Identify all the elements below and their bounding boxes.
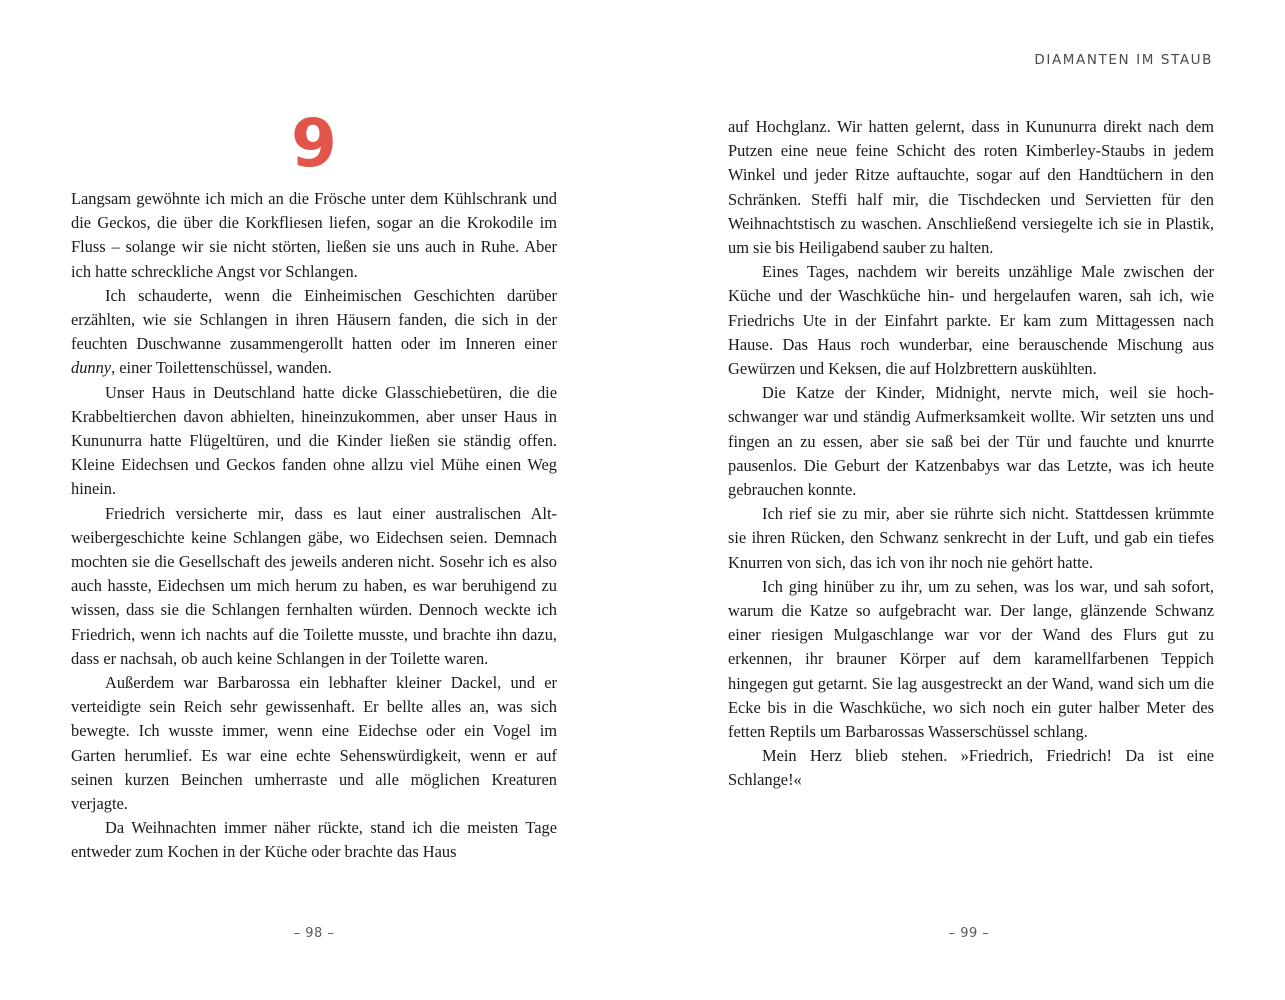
chapter-number: 9 bbox=[291, 105, 337, 182]
right-page bbox=[642, 0, 1285, 1000]
paragraph: Ich schauderte, wenn die Einheimischen Geschichten darüber erzählten, wie sie Schlangen in ihren Häusern fanden, die sich in der feuchten Duschwanne zusammengerollt hatten oder im Inneren einer dunny, einer Toilettenschüssel, wanden. bbox=[71, 285, 557, 378]
paragraph: Außerdem war Barbarossa ein lebhafter kleiner Dackel, und er verteidigte sein Reich sehr gewissenhaft. Er bellte alles an, was sich bewegte. Ich wusste immer, wenn eine Eidechse oder ein Vogel im Garten herumlief. Es war eine echte Sehenswürdigkeit, wenn er auf seinen kurzen Beinchen umherraste und alle möglichen Kreaturen verjagte. bbox=[71, 673, 557, 814]
right-page-text bbox=[728, 115, 1214, 793]
paragraph: Die Katze der Kinder, Midnight, nervte mich, weil sie hochschwanger war und ständig Aufmerksamkeit wollte. Wir setzten uns und fingen an zu essen, aber sie saß bei der Tür und fauchte und knurrte pausenlos. Die Geburt der Katzenbabys war das Letzte, was ich heute gebrauchen konnte. bbox=[728, 383, 1214, 500]
running-head: DIAMANTEN IM STAUB bbox=[1034, 52, 1213, 68]
paragraph: auf Hochglanz. Wir hatten gelernt, dass in Kununurra direkt nach dem Putzen eine neue feine Schicht des roten Kimberley-Staubs in jedem Winkel und jeder Ritze auftauchte, sogar auf den Handtüchern in den Schränken. Steffi half mir, die Tischdecken und Servietten für den Weihnachtstisch zu waschen. Anschließend versiegelte ich sie in Plastik, um sie bis Heiligabend sauber zu halten. bbox=[728, 117, 1214, 258]
paragraph: Ich rief sie zu mir, aber sie rührte sich nicht. Stattdessen krümmte sie ihren Rücken, den Schwanz senkrecht in der Luft, und gab ein tiefes Knurren von sich, das ich von ihr noch nie gehört hatte. bbox=[728, 504, 1214, 572]
left-page-text bbox=[71, 187, 557, 865]
paragraph: Ich ging hinüber zu ihr, um zu sehen, was los war, und sah sofort, warum die Katze so aufgebracht war. Der lange, glänzende Schwanz einer riesigen Mulgaschlange war vor der Wand des Flurs gut zu erkennen, ihr brauner Körper auf dem karamellfarbenen Teppich hingegen gut getarnt. Sie lag ausgestreckt an der Wand, wand sich um die Ecke bis in die Waschküche, wo sich noch ein guter halber Meter des fetten Reptils um Barbarossas Wasserschüssel schlang. bbox=[728, 576, 1214, 742]
paragraph: Langsam gewöhnte ich mich an die Frösche unter dem Kühlschrank und die Geckos, die über die Korkfliesen liefen, sogar an die Krokodile im Fluss – solange wir sie nicht störten, ließen sie uns auch in Ruhe. Aber ich hatte schreckliche Angst vor Schlangen. bbox=[71, 189, 557, 281]
page-number-right: – 99 – bbox=[948, 926, 990, 941]
paragraph: Friedrich versicherte mir, dass es laut einer australischen Altweibergeschichte keine Schlangen gäbe, wo Eidechsen seien. Demnach mochten sie die Gesellschaft des jeweils anderen nicht. Sosehr ich es also auch hasste, Eidechsen um mich herum zu haben, es war beruhigend zu wissen, dass sie die Schlangen fernhalten würden. Dennoch weckte ich Friedrich, wenn ich nachts auf die Toilette musste, und brachte ihn dazu, dass er nachsah, ob auch keine Schlangen in der Toilette waren. bbox=[71, 503, 557, 668]
paragraph: Mein Herz blieb stehen. »Friedrich, Friedrich! Da ist eine Schlange!« bbox=[728, 746, 1214, 790]
paragraph: Unser Haus in Deutschland hatte dicke Glasschiebetüren, die die Krabbeltierchen davon abhielten, hineinzukommen, aber unser Haus in Kununurra hatte Flügeltüren, und die Kinder ließen sie ständig offen. Kleine Eidechsen und Geckos fanden ohne allzu viel Mühe einen Weg hinein. bbox=[71, 382, 557, 499]
paragraph: Da Weihnachten immer näher rückte, stand ich die meisten Tage entweder zum Kochen in der Küche oder brachte das Haus bbox=[71, 818, 557, 862]
left-page bbox=[0, 0, 642, 1000]
italic-term: dunny bbox=[71, 358, 112, 378]
paragraph: Eines Tages, nachdem wir bereits unzählige Male zwischen der Küche und der Waschküche hin- und hergelaufen waren, sah ich, wie Friedrichs Ute in der Einfahrt parkte. Er kam zum Mittagessen nach Hause. Das Haus roch wunderbar, eine berauschende Mischung aus Gewürzen und Keksen, die auf Holzbrettern auskühlten. bbox=[728, 262, 1214, 379]
page-number-left: – 98 – bbox=[293, 926, 335, 941]
